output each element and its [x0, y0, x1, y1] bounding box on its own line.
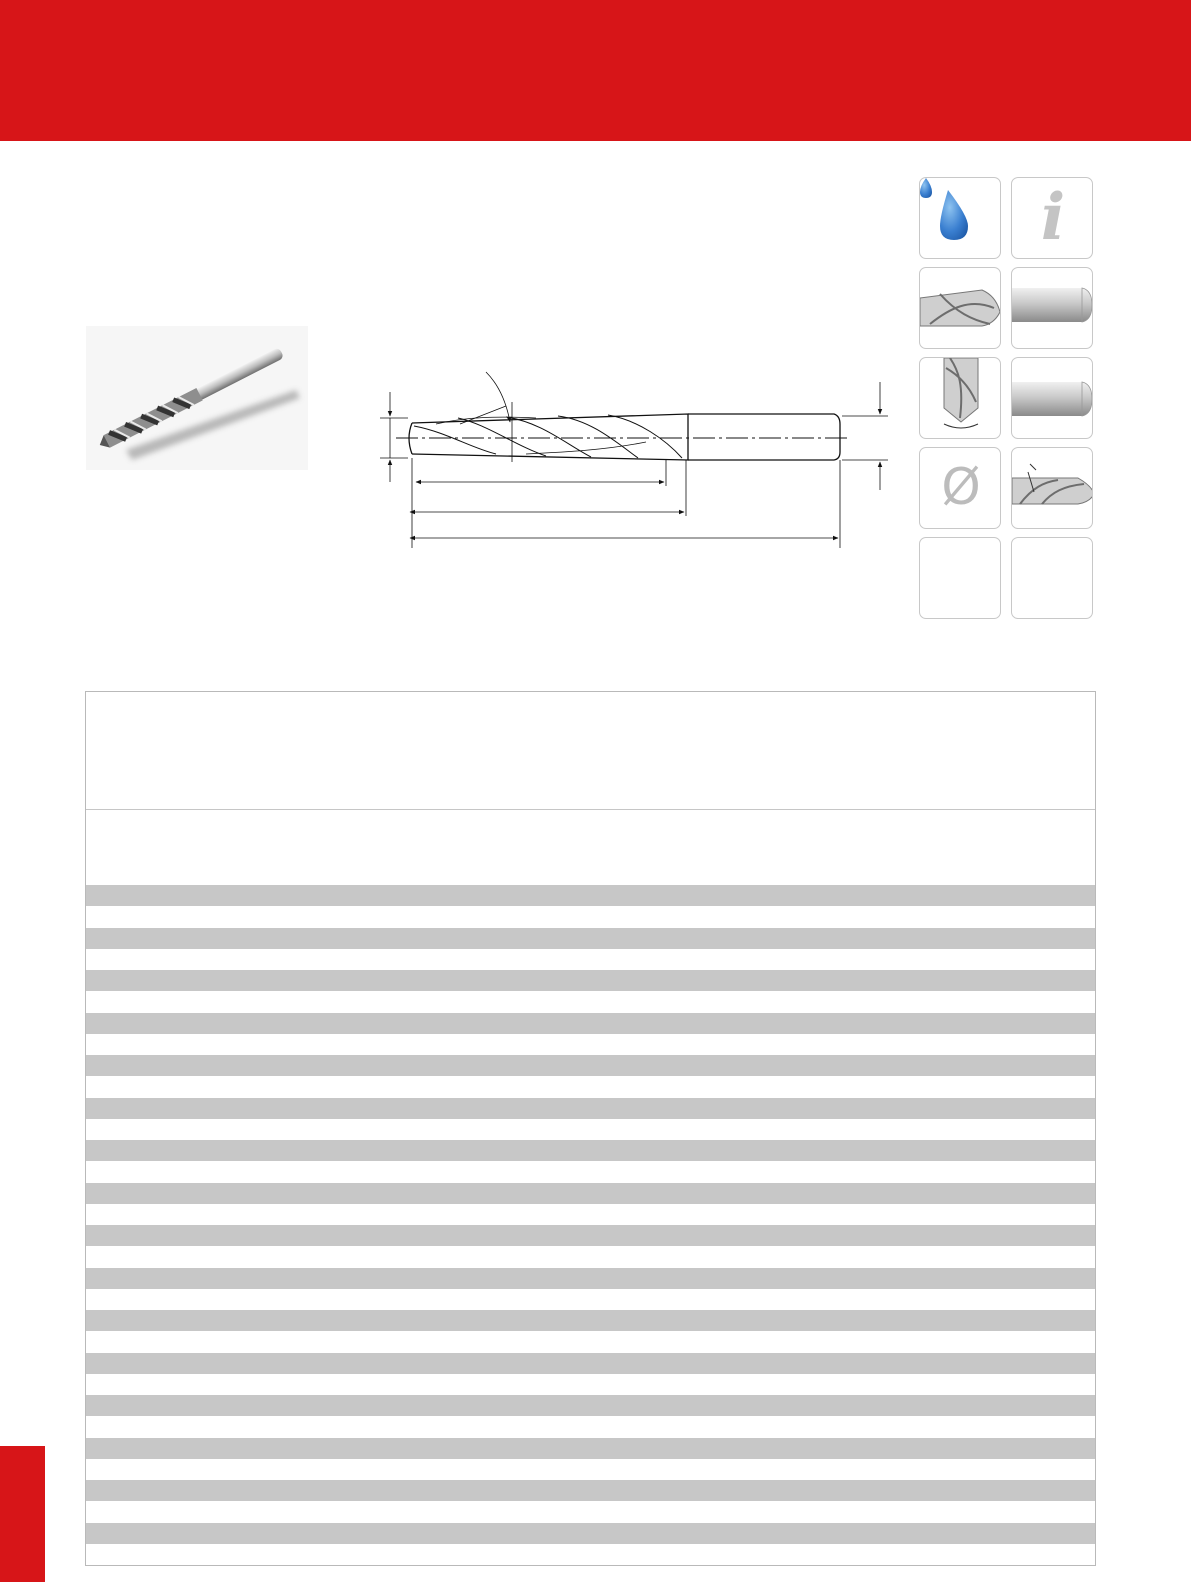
table-row	[86, 991, 1095, 1012]
drill-tip-icon	[919, 267, 1001, 349]
table-row	[86, 1183, 1095, 1204]
table-row	[86, 1480, 1095, 1501]
info-icon: i	[1011, 177, 1093, 259]
table-row	[86, 1140, 1095, 1161]
table-row	[86, 1098, 1095, 1119]
table-row	[86, 1374, 1095, 1395]
empty-tile	[919, 537, 1001, 619]
table-row	[86, 1544, 1095, 1565]
table-row	[86, 928, 1095, 949]
table-row	[86, 1289, 1095, 1310]
product-table	[85, 691, 1096, 1566]
cylindrical-shank-icon	[1011, 267, 1093, 349]
table-row	[86, 1395, 1095, 1416]
table-row	[86, 1225, 1095, 1246]
table-row	[86, 885, 1095, 906]
table-row	[86, 1013, 1095, 1034]
coolant-drop-icon	[919, 177, 1001, 259]
table-row	[86, 1119, 1095, 1140]
table-row	[86, 1416, 1095, 1437]
table-subheader	[86, 810, 1095, 885]
table-row	[86, 1076, 1095, 1097]
drill-technical-drawing	[376, 362, 896, 558]
table-row	[86, 1438, 1095, 1459]
table-row	[86, 906, 1095, 927]
table-header	[86, 692, 1095, 810]
table-row	[86, 1034, 1095, 1055]
table-row	[86, 1268, 1095, 1289]
table-row	[86, 1523, 1095, 1544]
side-tab	[0, 1446, 45, 1582]
table-row	[86, 970, 1095, 991]
table-row	[86, 1353, 1095, 1374]
cylindrical-shank-icon	[1011, 357, 1093, 439]
point-angle-icon	[919, 357, 1001, 439]
table-row	[86, 1501, 1095, 1522]
helix-angle-icon	[1011, 447, 1093, 529]
empty-tile	[1011, 537, 1093, 619]
table-row	[86, 1310, 1095, 1331]
table-row	[86, 949, 1095, 970]
header-band	[0, 0, 1191, 141]
drill-photo	[86, 326, 308, 470]
table-row	[86, 1459, 1095, 1480]
table-row	[86, 1331, 1095, 1352]
table-row	[86, 1246, 1095, 1267]
table-row	[86, 1161, 1095, 1182]
table-row	[86, 1055, 1095, 1076]
diameter-icon: Ø	[919, 447, 1001, 529]
table-row	[86, 1204, 1095, 1225]
